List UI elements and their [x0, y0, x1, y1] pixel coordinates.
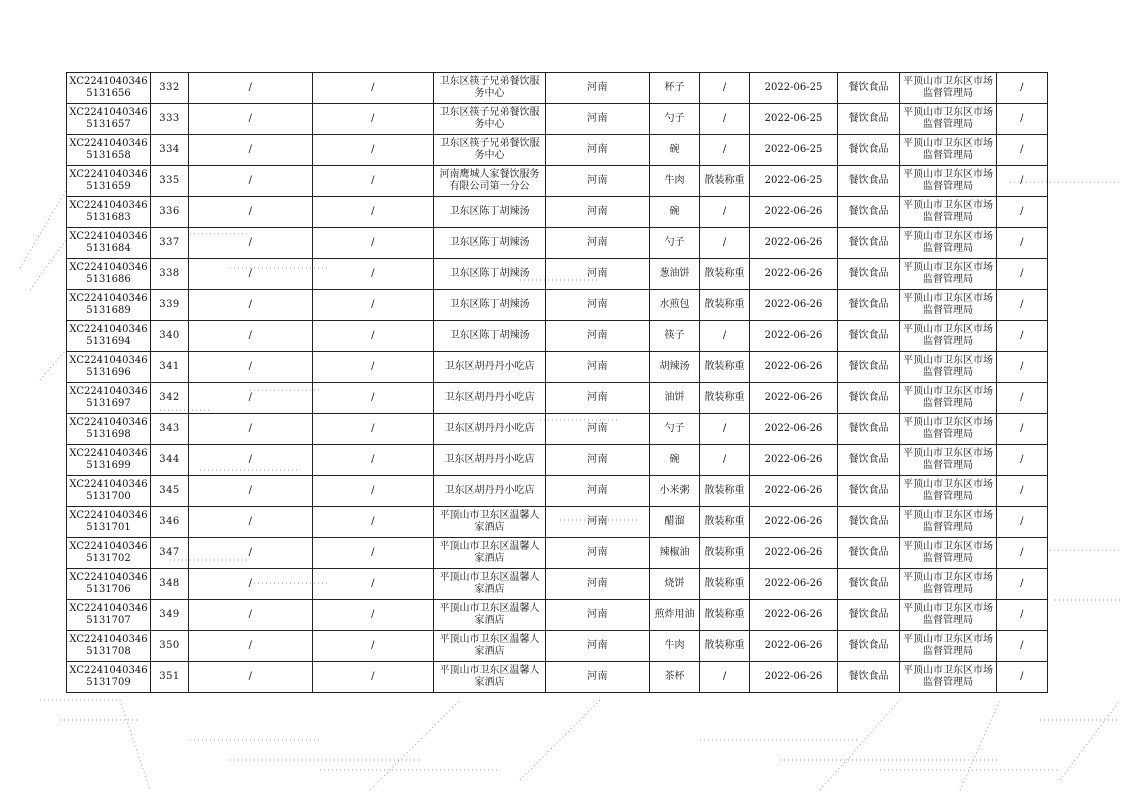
specification-cell: / — [700, 104, 750, 135]
task-source-cell: 平顶山市卫东区市场监督管理局 — [900, 600, 997, 631]
manufacturer-name-cell: / — [189, 476, 313, 507]
specification-cell: / — [700, 662, 750, 693]
food-name-cell: 杯子 — [650, 73, 700, 104]
manufacturer-address-cell: / — [313, 135, 434, 166]
serial-number-cell: 340 — [151, 321, 189, 352]
sample-code-cell: XC22410403465131708 — [67, 631, 151, 662]
table-row — [67, 352, 1048, 383]
specification-cell: 散装称重 — [700, 569, 750, 600]
sample-code-cell: XC22410403465131698 — [67, 414, 151, 445]
table-row — [67, 166, 1048, 197]
task-source-cell: 平顶山市卫东区市场监督管理局 — [900, 383, 997, 414]
sampled-unit-cell: 卫东区陈丁胡辣汤 — [434, 290, 546, 321]
manufacturer-name-cell: / — [189, 135, 313, 166]
sampled-unit-cell: 卫东区陈丁胡辣汤 — [434, 321, 546, 352]
manufacturer-address-cell: / — [313, 321, 434, 352]
table-row — [67, 476, 1048, 507]
manufacturer-address-cell: / — [313, 352, 434, 383]
sample-code-cell: XC22410403465131699 — [67, 445, 151, 476]
province-cell: 河南 — [546, 166, 650, 197]
manufacturer-address-cell: / — [313, 569, 434, 600]
remark-cell: / — [997, 290, 1048, 321]
serial-number-cell: 343 — [151, 414, 189, 445]
food-name-cell: 油饼 — [650, 383, 700, 414]
table-row — [67, 538, 1048, 569]
manufacturer-name-cell: / — [189, 197, 313, 228]
food-name-cell: 葱油饼 — [650, 259, 700, 290]
category-cell: 餐饮食品 — [838, 73, 900, 104]
serial-number-cell: 348 — [151, 569, 189, 600]
manufacturer-address-cell: / — [313, 476, 434, 507]
task-source-cell: 平顶山市卫东区市场监督管理局 — [900, 538, 997, 569]
category-cell: 餐饮食品 — [838, 507, 900, 538]
sample-code-cell: XC22410403465131656 — [67, 73, 151, 104]
category-cell: 餐饮食品 — [838, 135, 900, 166]
manufacturer-address-cell: / — [313, 507, 434, 538]
table-row — [67, 569, 1048, 600]
province-cell: 河南 — [546, 321, 650, 352]
province-cell: 河南 — [546, 259, 650, 290]
specification-cell: / — [700, 414, 750, 445]
production-date-cell: 2022-06-26 — [750, 569, 838, 600]
task-source-cell: 平顶山市卫东区市场监督管理局 — [900, 321, 997, 352]
table-row — [67, 290, 1048, 321]
sample-code-cell: XC22410403465131709 — [67, 662, 151, 693]
remark-cell: / — [997, 445, 1048, 476]
province-cell: 河南 — [546, 135, 650, 166]
manufacturer-name-cell: / — [189, 104, 313, 135]
specification-cell: 散装称重 — [700, 476, 750, 507]
sampled-unit-cell: 卫东区胡丹丹小吃店 — [434, 352, 546, 383]
province-cell: 河南 — [546, 73, 650, 104]
remark-cell: / — [997, 352, 1048, 383]
serial-number-cell: 341 — [151, 352, 189, 383]
food-name-cell: 勺子 — [650, 228, 700, 259]
production-date-cell: 2022-06-26 — [750, 507, 838, 538]
production-date-cell: 2022-06-26 — [750, 538, 838, 569]
specification-cell: 散装称重 — [700, 600, 750, 631]
sample-code-cell: XC22410403465131707 — [67, 600, 151, 631]
sampled-unit-cell: 河南鹰城人家餐饮服务有限公司第一分公 — [434, 166, 546, 197]
remark-cell: / — [997, 507, 1048, 538]
food-name-cell: 勺子 — [650, 104, 700, 135]
province-cell: 河南 — [546, 197, 650, 228]
province-cell: 河南 — [546, 476, 650, 507]
province-cell: 河南 — [546, 290, 650, 321]
remark-cell: / — [997, 383, 1048, 414]
food-name-cell: 筷子 — [650, 321, 700, 352]
remark-cell: / — [997, 538, 1048, 569]
manufacturer-name-cell: / — [189, 73, 313, 104]
production-date-cell: 2022-06-26 — [750, 228, 838, 259]
food-name-cell: 辣椒油 — [650, 538, 700, 569]
specification-cell: / — [700, 321, 750, 352]
table-row — [67, 104, 1048, 135]
province-cell: 河南 — [546, 104, 650, 135]
manufacturer-name-cell: / — [189, 600, 313, 631]
task-source-cell: 平顶山市卫东区市场监督管理局 — [900, 352, 997, 383]
category-cell: 餐饮食品 — [838, 197, 900, 228]
sampled-unit-cell: 平顶山市卫东区温馨人家酒店 — [434, 631, 546, 662]
category-cell: 餐饮食品 — [838, 228, 900, 259]
serial-number-cell: 346 — [151, 507, 189, 538]
task-source-cell: 平顶山市卫东区市场监督管理局 — [900, 104, 997, 135]
category-cell: 餐饮食品 — [838, 662, 900, 693]
province-cell: 河南 — [546, 662, 650, 693]
production-date-cell: 2022-06-25 — [750, 135, 838, 166]
category-cell: 餐饮食品 — [838, 321, 900, 352]
remark-cell: / — [997, 259, 1048, 290]
manufacturer-name-cell: / — [189, 321, 313, 352]
sample-code-cell: XC22410403465131686 — [67, 259, 151, 290]
production-date-cell: 2022-06-26 — [750, 445, 838, 476]
sample-code-cell: XC22410403465131683 — [67, 197, 151, 228]
specification-cell: / — [700, 445, 750, 476]
serial-number-cell: 339 — [151, 290, 189, 321]
specification-cell: / — [700, 228, 750, 259]
serial-number-cell: 347 — [151, 538, 189, 569]
serial-number-cell: 332 — [151, 73, 189, 104]
remark-cell: / — [997, 321, 1048, 352]
table-row — [67, 600, 1048, 631]
table-row — [67, 73, 1048, 104]
manufacturer-name-cell: / — [189, 569, 313, 600]
food-name-cell: 煎炸用油 — [650, 600, 700, 631]
remark-cell: / — [997, 135, 1048, 166]
sampled-unit-cell: 卫东区胡丹丹小吃店 — [434, 445, 546, 476]
manufacturer-name-cell: / — [189, 445, 313, 476]
specification-cell: / — [700, 135, 750, 166]
production-date-cell: 2022-06-26 — [750, 259, 838, 290]
manufacturer-name-cell: / — [189, 228, 313, 259]
category-cell: 餐饮食品 — [838, 445, 900, 476]
remark-cell: / — [997, 197, 1048, 228]
table-row — [67, 507, 1048, 538]
remark-cell: / — [997, 414, 1048, 445]
sampled-unit-cell: 平顶山市卫东区温馨人家酒店 — [434, 507, 546, 538]
production-date-cell: 2022-06-26 — [750, 414, 838, 445]
task-source-cell: 平顶山市卫东区市场监督管理局 — [900, 414, 997, 445]
sample-code-cell: XC22410403465131702 — [67, 538, 151, 569]
manufacturer-name-cell: / — [189, 538, 313, 569]
task-source-cell: 平顶山市卫东区市场监督管理局 — [900, 166, 997, 197]
serial-number-cell: 336 — [151, 197, 189, 228]
specification-cell: 散装称重 — [700, 166, 750, 197]
table-row — [67, 662, 1048, 693]
task-source-cell: 平顶山市卫东区市场监督管理局 — [900, 631, 997, 662]
specification-cell: 散装称重 — [700, 290, 750, 321]
manufacturer-address-cell: / — [313, 197, 434, 228]
serial-number-cell: 342 — [151, 383, 189, 414]
serial-number-cell: 350 — [151, 631, 189, 662]
specification-cell: 散装称重 — [700, 507, 750, 538]
production-date-cell: 2022-06-26 — [750, 352, 838, 383]
food-name-cell: 茶杯 — [650, 662, 700, 693]
serial-number-cell: 337 — [151, 228, 189, 259]
specification-cell: 散装称重 — [700, 538, 750, 569]
manufacturer-name-cell: / — [189, 290, 313, 321]
manufacturer-name-cell: / — [189, 166, 313, 197]
sample-code-cell: XC22410403465131658 — [67, 135, 151, 166]
serial-number-cell: 338 — [151, 259, 189, 290]
sampled-unit-cell: 平顶山市卫东区温馨人家酒店 — [434, 662, 546, 693]
serial-number-cell: 351 — [151, 662, 189, 693]
production-date-cell: 2022-06-26 — [750, 321, 838, 352]
table-row — [67, 197, 1048, 228]
specification-cell: 散装称重 — [700, 631, 750, 662]
remark-cell: / — [997, 228, 1048, 259]
specification-cell: 散装称重 — [700, 383, 750, 414]
remark-cell: / — [997, 662, 1048, 693]
serial-number-cell: 333 — [151, 104, 189, 135]
table-row — [67, 228, 1048, 259]
manufacturer-address-cell: / — [313, 600, 434, 631]
sample-code-cell: XC22410403465131701 — [67, 507, 151, 538]
manufacturer-address-cell: / — [313, 166, 434, 197]
manufacturer-address-cell: / — [313, 228, 434, 259]
manufacturer-name-cell: / — [189, 507, 313, 538]
province-cell: 河南 — [546, 352, 650, 383]
production-date-cell: 2022-06-26 — [750, 476, 838, 507]
production-date-cell: 2022-06-26 — [750, 600, 838, 631]
manufacturer-name-cell: / — [189, 259, 313, 290]
food-name-cell: 牛肉 — [650, 631, 700, 662]
manufacturer-name-cell: / — [189, 414, 313, 445]
sampled-unit-cell: 卫东区筷子兄弟餐饮服务中心 — [434, 73, 546, 104]
food-name-cell: 小米粥 — [650, 476, 700, 507]
category-cell: 餐饮食品 — [838, 476, 900, 507]
task-source-cell: 平顶山市卫东区市场监督管理局 — [900, 259, 997, 290]
food-name-cell: 碗 — [650, 445, 700, 476]
specification-cell: / — [700, 73, 750, 104]
province-cell: 河南 — [546, 507, 650, 538]
category-cell: 餐饮食品 — [838, 538, 900, 569]
sampled-unit-cell: 卫东区胡丹丹小吃店 — [434, 383, 546, 414]
province-cell: 河南 — [546, 631, 650, 662]
task-source-cell: 平顶山市卫东区市场监督管理局 — [900, 569, 997, 600]
manufacturer-address-cell: / — [313, 290, 434, 321]
remark-cell: / — [997, 104, 1048, 135]
manufacturer-address-cell: / — [313, 414, 434, 445]
sampled-unit-cell: 卫东区筷子兄弟餐饮服务中心 — [434, 104, 546, 135]
category-cell: 餐饮食品 — [838, 569, 900, 600]
remark-cell: / — [997, 73, 1048, 104]
task-source-cell: 平顶山市卫东区市场监督管理局 — [900, 662, 997, 693]
table-row — [67, 259, 1048, 290]
serial-number-cell: 345 — [151, 476, 189, 507]
manufacturer-name-cell: / — [189, 662, 313, 693]
sample-code-cell: XC22410403465131684 — [67, 228, 151, 259]
sample-code-cell: XC22410403465131697 — [67, 383, 151, 414]
sample-code-cell: XC22410403465131706 — [67, 569, 151, 600]
province-cell: 河南 — [546, 383, 650, 414]
sampled-unit-cell: 平顶山市卫东区温馨人家酒店 — [434, 538, 546, 569]
food-name-cell: 烧饼 — [650, 569, 700, 600]
serial-number-cell: 344 — [151, 445, 189, 476]
manufacturer-address-cell: / — [313, 445, 434, 476]
sample-code-cell: XC22410403465131659 — [67, 166, 151, 197]
food-name-cell: 勺子 — [650, 414, 700, 445]
sampled-unit-cell: 卫东区陈丁胡辣汤 — [434, 259, 546, 290]
sampled-unit-cell: 平顶山市卫东区温馨人家酒店 — [434, 600, 546, 631]
manufacturer-address-cell: / — [313, 631, 434, 662]
sample-code-cell: XC22410403465131689 — [67, 290, 151, 321]
specification-cell: 散装称重 — [700, 352, 750, 383]
specification-cell: 散装称重 — [700, 259, 750, 290]
manufacturer-address-cell: / — [313, 383, 434, 414]
sample-code-cell: XC22410403465131657 — [67, 104, 151, 135]
food-name-cell: 醋溜 — [650, 507, 700, 538]
production-date-cell: 2022-06-26 — [750, 197, 838, 228]
task-source-cell: 平顶山市卫东区市场监督管理局 — [900, 445, 997, 476]
sample-code-cell: XC22410403465131696 — [67, 352, 151, 383]
production-date-cell: 2022-06-26 — [750, 290, 838, 321]
production-date-cell: 2022-06-25 — [750, 73, 838, 104]
production-date-cell: 2022-06-26 — [750, 631, 838, 662]
task-source-cell: 平顶山市卫东区市场监督管理局 — [900, 135, 997, 166]
manufacturer-address-cell: / — [313, 538, 434, 569]
category-cell: 餐饮食品 — [838, 352, 900, 383]
category-cell: 餐饮食品 — [838, 290, 900, 321]
task-source-cell: 平顶山市卫东区市场监督管理局 — [900, 197, 997, 228]
category-cell: 餐饮食品 — [838, 104, 900, 135]
category-cell: 餐饮食品 — [838, 414, 900, 445]
sample-code-cell: XC22410403465131700 — [67, 476, 151, 507]
task-source-cell: 平顶山市卫东区市场监督管理局 — [900, 476, 997, 507]
remark-cell: / — [997, 569, 1048, 600]
task-source-cell: 平顶山市卫东区市场监督管理局 — [900, 507, 997, 538]
remark-cell: / — [997, 166, 1048, 197]
category-cell: 餐饮食品 — [838, 383, 900, 414]
task-source-cell: 平顶山市卫东区市场监督管理局 — [900, 73, 997, 104]
sample-code-cell: XC22410403465131694 — [67, 321, 151, 352]
remark-cell: / — [997, 476, 1048, 507]
task-source-cell: 平顶山市卫东区市场监督管理局 — [900, 228, 997, 259]
province-cell: 河南 — [546, 569, 650, 600]
task-source-cell: 平顶山市卫东区市场监督管理局 — [900, 290, 997, 321]
production-date-cell: 2022-06-25 — [750, 166, 838, 197]
province-cell: 河南 — [546, 445, 650, 476]
manufacturer-name-cell: / — [189, 631, 313, 662]
manufacturer-name-cell: / — [189, 352, 313, 383]
sampled-unit-cell: 卫东区筷子兄弟餐饮服务中心 — [434, 135, 546, 166]
category-cell: 餐饮食品 — [838, 631, 900, 662]
remark-cell: / — [997, 600, 1048, 631]
manufacturer-address-cell: / — [313, 73, 434, 104]
table-row — [67, 383, 1048, 414]
province-cell: 河南 — [546, 414, 650, 445]
production-date-cell: 2022-06-26 — [750, 383, 838, 414]
province-cell: 河南 — [546, 600, 650, 631]
manufacturer-name-cell: / — [189, 383, 313, 414]
table-row — [67, 631, 1048, 662]
production-date-cell: 2022-06-25 — [750, 104, 838, 135]
sampled-unit-cell: 卫东区胡丹丹小吃店 — [434, 476, 546, 507]
sampled-unit-cell: 平顶山市卫东区温馨人家酒店 — [434, 569, 546, 600]
province-cell: 河南 — [546, 228, 650, 259]
category-cell: 餐饮食品 — [838, 166, 900, 197]
serial-number-cell: 335 — [151, 166, 189, 197]
manufacturer-address-cell: / — [313, 259, 434, 290]
specification-cell: / — [700, 197, 750, 228]
serial-number-cell: 349 — [151, 600, 189, 631]
table-row — [67, 445, 1048, 476]
food-name-cell: 碗 — [650, 197, 700, 228]
sampled-unit-cell: 卫东区胡丹丹小吃店 — [434, 414, 546, 445]
food-name-cell: 碗 — [650, 135, 700, 166]
food-name-cell: 牛肉 — [650, 166, 700, 197]
province-cell: 河南 — [546, 538, 650, 569]
remark-cell: / — [997, 631, 1048, 662]
sampled-unit-cell: 卫东区陈丁胡辣汤 — [434, 228, 546, 259]
manufacturer-address-cell: / — [313, 104, 434, 135]
food-name-cell: 水煎包 — [650, 290, 700, 321]
food-name-cell: 胡辣汤 — [650, 352, 700, 383]
table-row — [67, 321, 1048, 352]
table-row — [67, 414, 1048, 445]
sampled-unit-cell: 卫东区陈丁胡辣汤 — [434, 197, 546, 228]
category-cell: 餐饮食品 — [838, 259, 900, 290]
production-date-cell: 2022-06-26 — [750, 662, 838, 693]
category-cell: 餐饮食品 — [838, 600, 900, 631]
manufacturer-address-cell: / — [313, 662, 434, 693]
serial-number-cell: 334 — [151, 135, 189, 166]
table-row — [67, 135, 1048, 166]
sampling-results-table — [66, 72, 1048, 693]
